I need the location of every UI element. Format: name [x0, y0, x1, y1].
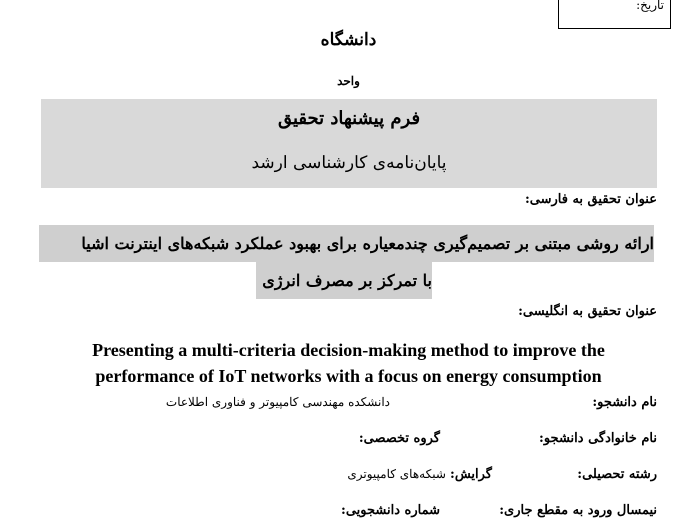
- english-title: [30, 337, 667, 389]
- date-label: تاریخ:: [636, 0, 664, 12]
- unit-label: واحد: [337, 74, 360, 88]
- student-name-label: نام دانشجو:: [592, 395, 657, 410]
- english-title-label: عنوان تحقیق به انگلیسی:: [518, 304, 657, 319]
- student-number-label: شماره دانشجویی:: [341, 503, 440, 518]
- faculty-value: دانشکده مهندسی کامپیوتر و فناوری اطلاعات: [165, 395, 390, 409]
- family-name-label: نام خانوادگی دانشجو:: [539, 431, 657, 446]
- form-subtitle: پایان‌نامه‌ی کارشناسی ارشد: [251, 153, 447, 173]
- persian-title-line1: ارائه روشی مبتنی بر تصمیم‌گیری چندمعیاره برای بهبود عملکرد شبکه‌های اینترنت اشیا: [39, 225, 654, 262]
- specialization-field: [347, 467, 492, 482]
- date-box: [558, 0, 671, 29]
- major-label: رشته تحصیلی:: [577, 467, 657, 482]
- persian-title-line2: با تمرکز بر مصرف انرژی: [256, 262, 432, 299]
- form-title: فرم پیشنهاد تحقیق: [277, 108, 421, 129]
- persian-title-label: عنوان تحقیق به فارسی:: [524, 192, 657, 207]
- group-label: گروه تخصصی:: [358, 431, 440, 446]
- english-title-line2: performance of IoT networks with a focus on energy consumption: [95, 366, 602, 386]
- specialization-label: گرایش:: [450, 467, 492, 482]
- entry-semester-label: نیمسال ورود به مقطع جاری:: [499, 503, 657, 518]
- specialization-value: شبکه‌های کامپیوتری: [347, 467, 446, 481]
- university-title: دانشگاه: [320, 30, 377, 50]
- english-title-line1: Presenting a multi-criteria decision-making method to improve the: [92, 340, 605, 360]
